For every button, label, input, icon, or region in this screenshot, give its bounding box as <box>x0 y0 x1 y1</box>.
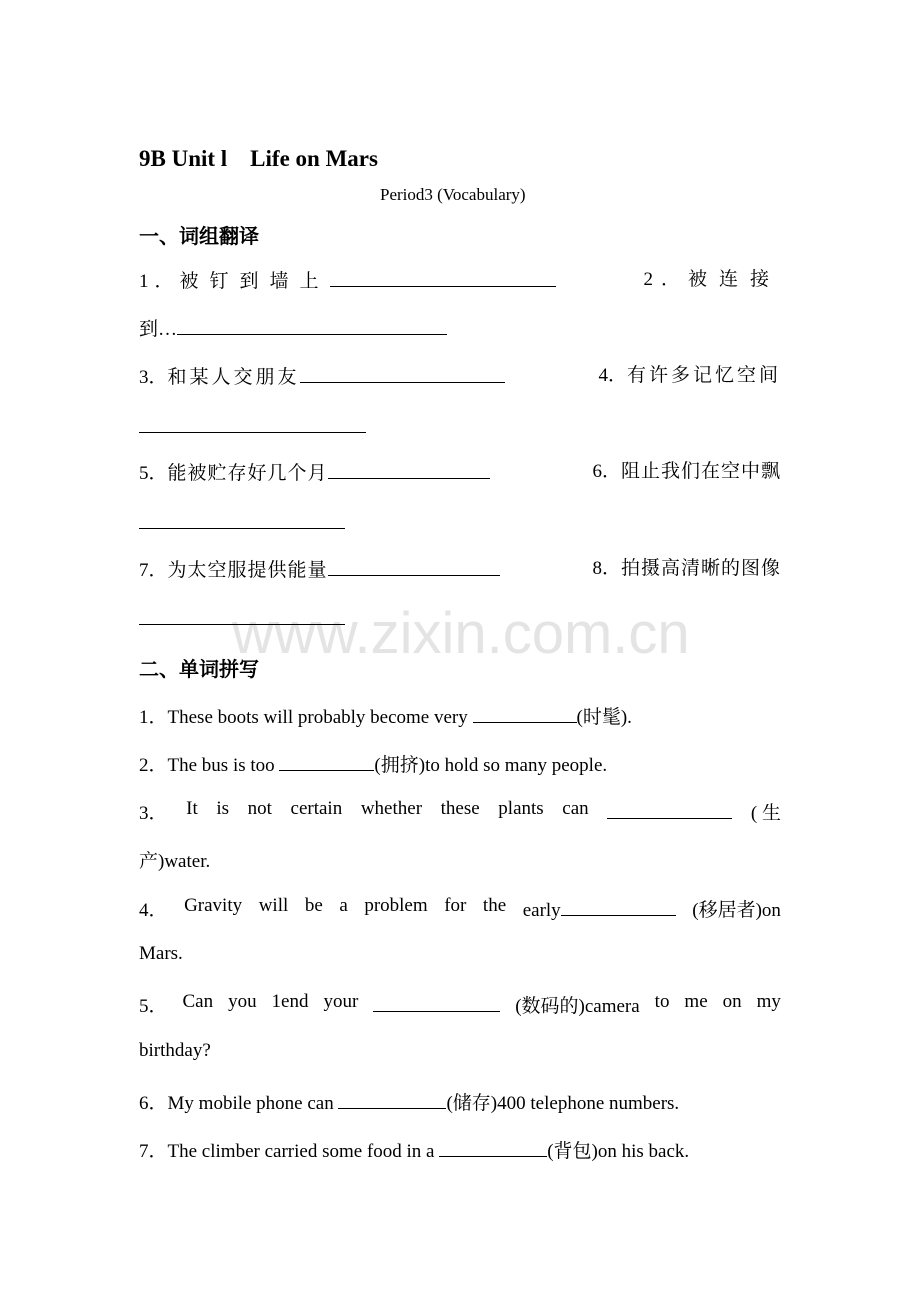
chinese-hint: (拥挤) <box>374 755 426 776</box>
page-title: 9B Unit l Life on Mars <box>139 146 378 171</box>
chinese-hint-end: 产) <box>139 851 165 872</box>
phrase-text: 有许多记忆空间 <box>626 365 781 386</box>
phrase-item-3 <box>139 362 505 392</box>
item-number: 5． <box>139 996 168 1017</box>
phrase-row-7-8 <box>139 555 781 583</box>
item-number: 7． <box>139 1141 168 1162</box>
answer-blank[interactable] <box>177 314 447 335</box>
phrase-text: 为太空服提供能量 <box>167 560 328 581</box>
sentence-end: on his back. <box>597 1141 690 1162</box>
item-number: 2． <box>643 269 688 290</box>
item-number: 3． <box>139 803 168 824</box>
phrase-row-5-6 <box>139 458 781 486</box>
phrase-row-1-2 <box>139 266 781 294</box>
chinese-hint-start: ( 生 <box>750 803 781 824</box>
answer-blank[interactable] <box>439 1136 547 1157</box>
spelling-item-7 <box>139 1136 689 1163</box>
spelling-item-5-cont <box>139 1040 211 1062</box>
sentence-end: Mars. <box>139 943 183 964</box>
page-subtitle: Period3 (Vocabulary) <box>380 185 526 204</box>
phrase-text-part: 被连接 <box>687 269 781 290</box>
phrase-row-4-blank <box>139 412 781 440</box>
phrase-item-6 <box>592 458 781 488</box>
phrase-text: 被钉到墙上 <box>179 271 330 292</box>
answer-blank[interactable] <box>373 991 500 1012</box>
item-number: 6． <box>592 461 621 482</box>
spelling-item-5: 5． Can you 1end your (数码的)camera to me on my <box>139 991 781 1017</box>
phrase-item-8 <box>592 555 781 585</box>
answer-blank[interactable] <box>139 604 345 625</box>
answer-blank[interactable] <box>330 266 556 287</box>
item-number: 6． <box>139 1093 168 1114</box>
section-heading-phrases: 一、词组翻译 <box>139 224 259 248</box>
phrase-item-1 <box>139 266 556 296</box>
phrase-row-6-blank <box>139 508 781 536</box>
sentence-start: These boots will probably become very <box>167 707 473 728</box>
sentence-start: The bus is too <box>167 755 280 776</box>
sentence-end: 400 telephone numbers. <box>497 1093 680 1114</box>
phrase-row-8-blank <box>139 604 781 632</box>
spelling-item-3-cont <box>139 846 210 873</box>
spelling-item-3: 3． It is not certain whether these plants can ( 生 <box>139 798 781 824</box>
watermark: www.zixin.com.cn <box>232 601 690 666</box>
chinese-hint: (背包) <box>547 1141 598 1162</box>
spelling-item-6 <box>139 1088 679 1115</box>
answer-blank[interactable] <box>561 895 676 916</box>
section-heading-spelling: 二、单词拼写 <box>139 657 259 681</box>
sentence-end: birthday? <box>139 1040 211 1061</box>
item-number: 5． <box>139 463 168 484</box>
phrase-text: 能被贮存好几个月 <box>167 463 328 484</box>
answer-blank[interactable] <box>139 508 345 529</box>
phrase-text: 和某人交朋友 <box>167 367 300 388</box>
phrase-text: 阻止我们在空中飘 <box>620 461 781 482</box>
chinese-hint: (时髦) <box>576 707 628 728</box>
chinese-hint: (储存) <box>446 1093 498 1114</box>
spelling-item-4-cont <box>139 943 183 965</box>
spelling-item-4: 4． Gravity will be a problem for the early (移居者)on <box>139 895 781 921</box>
item-number: 2． <box>139 755 168 776</box>
answer-blank[interactable] <box>607 798 732 819</box>
answer-blank[interactable] <box>279 750 374 771</box>
item-number: 7． <box>139 560 168 581</box>
phrase-text-cont: 到… <box>139 319 178 340</box>
phrase-item-4 <box>598 362 781 392</box>
item-number: 4． <box>598 365 627 386</box>
answer-blank[interactable] <box>328 555 500 576</box>
sentence-end: to hold so many people. <box>425 755 608 776</box>
phrase-row-3-4 <box>139 362 781 390</box>
answer-blank[interactable] <box>300 362 505 383</box>
spelling-item-2 <box>139 750 607 777</box>
answer-blank[interactable] <box>328 458 490 479</box>
sentence-end: . <box>627 707 632 728</box>
phrase-text: 拍摄高清晰的图像 <box>620 558 781 579</box>
chinese-hint: (数码的)camera <box>515 996 640 1017</box>
item-number: 3． <box>139 367 168 388</box>
sentence-end: water. <box>164 851 211 872</box>
item-number: 4． <box>139 900 168 921</box>
item-number: 1． <box>139 707 168 728</box>
sentence-start: My mobile phone can <box>167 1093 339 1114</box>
spelling-item-1 <box>139 702 632 729</box>
phrase-row-2-cont <box>139 314 781 342</box>
phrase-item-7 <box>139 555 500 585</box>
chinese-hint: (移居者)on <box>692 900 781 921</box>
phrase-item-5 <box>139 458 490 488</box>
item-number: 1． <box>139 271 180 292</box>
sentence-start: The climber carried some food in a <box>167 1141 440 1162</box>
phrase-item-2-start <box>643 266 781 296</box>
answer-blank[interactable] <box>338 1088 446 1109</box>
item-number: 8． <box>592 558 621 579</box>
answer-blank[interactable] <box>139 412 366 433</box>
answer-blank[interactable] <box>473 702 577 723</box>
